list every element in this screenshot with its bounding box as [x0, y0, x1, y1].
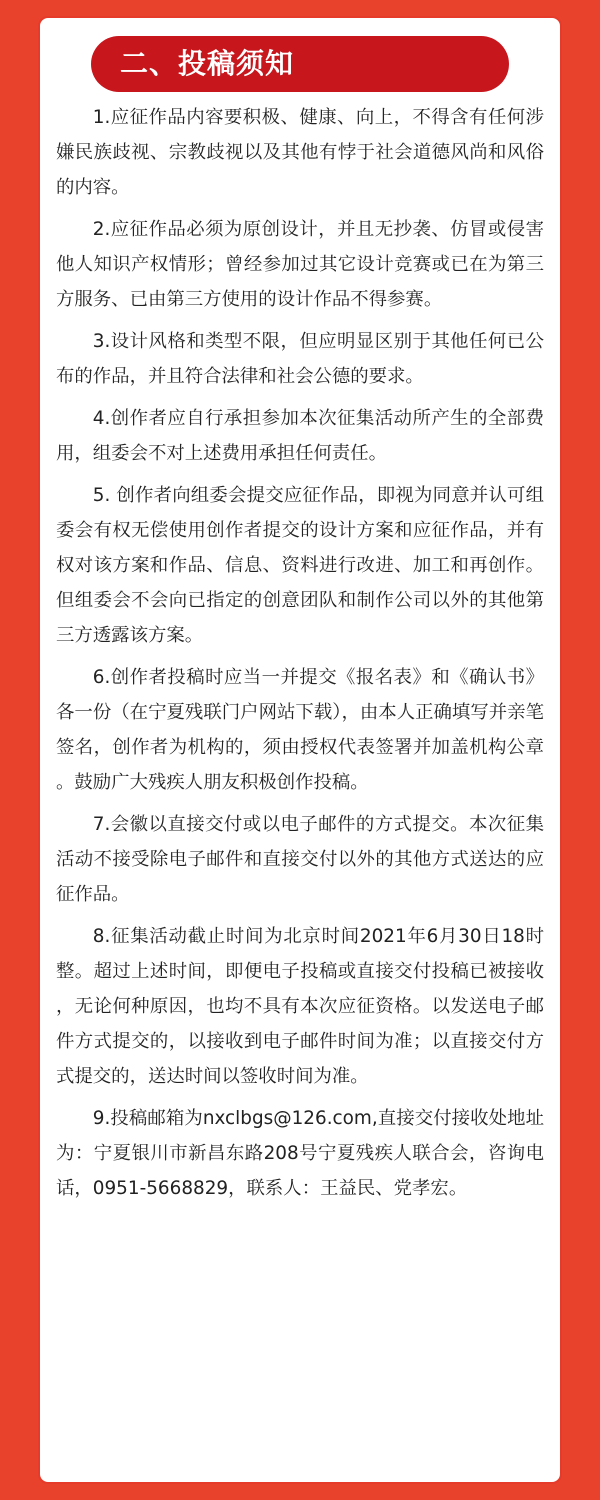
notice-item-4: 4.创作者应自行承担参加本次征集活动所产生的全部费用，组委会不对上述费用承担任何责任。 [56, 408, 544, 464]
section-title: 二、投稿须知 [120, 47, 295, 80]
notice-item-8: 8.征集活动截止时间为北京时间2021年6月30日18时整。超过上述时间，即便电子投稿或直接交付投稿已被接收，无论何种原因，也均不具有本次应征资格。以发送电子邮件方式提交的，以接收到电子邮件时间为准；以直接交付方式提交的，送达时间以签收时间为准。 [56, 926, 544, 1087]
notice-item-6: 6.创作者投稿时应当一并提交《报名表》和《确认书》各一份（在宁夏残联门户网站下载），由本人正确填写并亲笔签名，创作者为机构的，须由授权代表签署并加盖机构公章。鼓励广大残疾人朋友积极创作投稿。 [56, 667, 544, 793]
notice-item-7: 7.会徽以直接交付或以电子邮件的方式提交。本次征集活动不接受除电子邮件和直接交付以外的其他方式送达的应征作品。 [56, 814, 544, 905]
notice-item-5: 5. 创作者向组委会提交应征作品，即视为同意并认可组委会有权无偿使用创作者提交的设计方案和应征作品，并有权对该方案和作品、信息、资料进行改进、加工和再创作。但组委会不会向已指定的创意团队和制作公司以外的其他第三方透露该方案。 [56, 485, 544, 646]
notice-item-9: 9.投稿邮箱为nxclbgs@126.com,直接交付接收处地址为：宁夏银川市新昌东路208号宁夏残疾人联合会，咨询电话，0951-5668829，联系人：王益民、党孝宏。 [56, 1108, 544, 1199]
notice-item-1: 1.应征作品内容要积极、健康、向上，不得含有任何涉嫌民族歧视、宗教歧视以及其他有悖于社会道德风尚和风俗的内容。 [56, 107, 544, 198]
notice-content [56, 100, 544, 1213]
notice-item-2: 2.应征作品必须为原创设计，并且无抄袭、仿冒或侵害他人知识产权情形；曾经参加过其它设计竞赛或已在为第三方服务、已由第三方使用的设计作品不得参赛。 [56, 219, 544, 310]
notice-item-3: 3.设计风格和类型不限，但应明显区别于其他任何已公布的作品，并且符合法律和社会公德的要求。 [56, 331, 544, 387]
